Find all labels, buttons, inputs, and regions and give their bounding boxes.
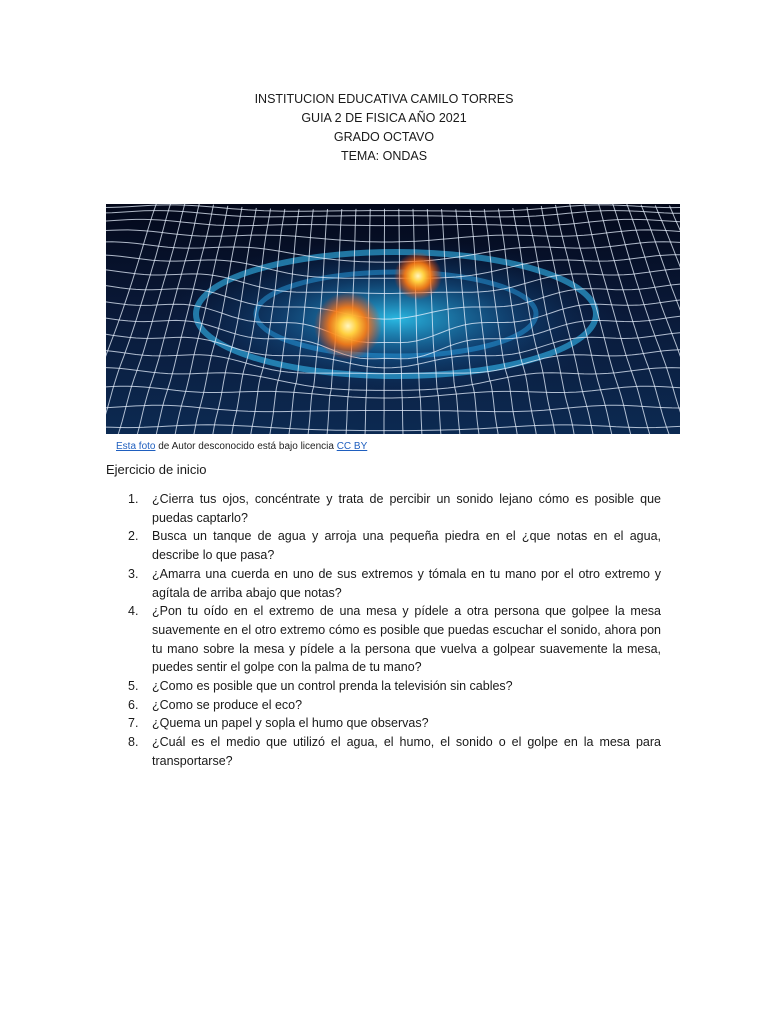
grade-label: GRADO OCTAVO xyxy=(333,130,435,144)
list-item xyxy=(128,714,661,733)
item-number: 4. xyxy=(128,604,139,619)
list-item xyxy=(128,602,661,677)
list-item xyxy=(128,677,661,696)
item-number: 5. xyxy=(128,679,139,694)
item-text: ¿Quema un papel y sopla el humo que observas? xyxy=(152,716,429,731)
caption-text: de Autor desconocido está bajo licencia xyxy=(155,441,337,452)
item-number: 3. xyxy=(128,566,139,581)
item-text: Busca un tanque de agua y arroja una pequeña piedra en el ¿que notas en el agua, describe lo que pasa? xyxy=(152,529,661,563)
document-header xyxy=(0,90,768,166)
item-number: 1. xyxy=(128,492,139,506)
star-glow xyxy=(394,252,442,300)
question-list xyxy=(128,490,661,771)
item-text: ¿Como se produce el eco? xyxy=(152,697,303,712)
item-text: ¿Cierra tus ojos, concéntrate y trata de percibir un sonido lejano cómo es posible que puedas captarlo? xyxy=(152,492,661,525)
item-text: ¿Amarra una cuerda en uno de sus extremos y tómala en tu mano por el otro extremo y agítala de arriba abajo que notas? xyxy=(152,566,661,600)
item-number: 8. xyxy=(128,735,139,750)
list-item xyxy=(128,733,661,770)
list-item xyxy=(128,696,661,715)
photo-link[interactable]: Esta foto xyxy=(116,441,156,452)
item-number: 7. xyxy=(128,716,139,731)
item-number: 6. xyxy=(128,697,139,712)
guide-title: GUIA 2 DE FISICA AÑO 2021 xyxy=(301,111,467,125)
section-title: Ejercicio de inicio xyxy=(106,462,207,477)
list-item xyxy=(128,527,661,564)
gravitational-waves-image xyxy=(106,204,680,434)
license-link[interactable]: CC BY xyxy=(336,441,368,452)
grid-line xyxy=(384,209,385,434)
star-glow xyxy=(314,292,382,360)
school-name: INSTITUCION EDUCATIVA CAMILO TORRES xyxy=(254,92,514,106)
topic-label: TEMA: ONDAS xyxy=(340,149,428,163)
list-item xyxy=(128,565,661,602)
image-caption xyxy=(116,440,367,453)
list-item xyxy=(128,490,661,527)
item-text: ¿Pon tu oído en el extremo de una mesa y pídele a otra persona que golpee la mesa suavemente en el otro extremo cómo es posible que puedas escuchar el sonido, ahora pon tu mano sobre la mesa y pídele a la persona que vuelva a golpear suavemente la mesa, puedes sentir el golpe con la palma de tu mano? xyxy=(152,604,661,675)
item-number: 2. xyxy=(128,529,139,544)
item-text: ¿Como es posible que un control prenda la televisión sin cables? xyxy=(152,679,513,694)
item-text: ¿Cuál es el medio que utilizó el agua, el humo, el sonido o el golpe en la mesa para transportarse? xyxy=(152,735,661,768)
